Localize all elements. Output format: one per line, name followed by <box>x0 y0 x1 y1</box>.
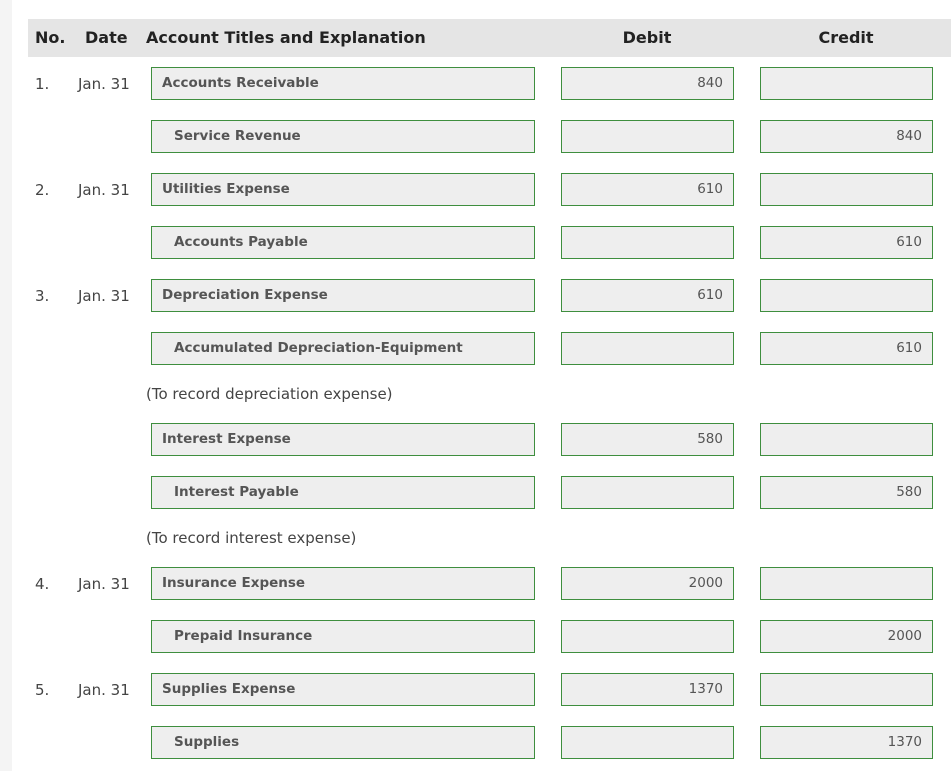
account-title-field[interactable]: Supplies Expense <box>151 673 535 706</box>
debit-field[interactable]: 1370 <box>561 673 734 706</box>
credit-field[interactable] <box>760 423 933 456</box>
debit-field[interactable]: 580 <box>561 423 734 456</box>
entry-number: 4. <box>35 575 50 593</box>
explanation-note: (To record interest expense) <box>146 529 357 547</box>
account-title-field[interactable]: Interest Expense <box>151 423 535 456</box>
account-title-field[interactable]: Accounts Payable <box>151 226 535 259</box>
account-title-field[interactable]: Utilities Expense <box>151 173 535 206</box>
explanation-note: (To record depreciation expense) <box>146 385 393 403</box>
account-title-field[interactable]: Accumulated Depreciation-Equipment <box>151 332 535 365</box>
table-header <box>28 19 951 57</box>
credit-field[interactable]: 1370 <box>760 726 933 759</box>
debit-field[interactable]: 610 <box>561 279 734 312</box>
credit-field[interactable] <box>760 173 933 206</box>
header-no: No. <box>35 28 66 47</box>
debit-field[interactable]: 2000 <box>561 567 734 600</box>
account-title-field[interactable]: Service Revenue <box>151 120 535 153</box>
header-account: Account Titles and Explanation <box>146 28 426 47</box>
debit-field[interactable] <box>561 726 734 759</box>
entry-number: 5. <box>35 681 50 699</box>
credit-field[interactable]: 840 <box>760 120 933 153</box>
credit-field[interactable] <box>760 67 933 100</box>
debit-field[interactable] <box>561 476 734 509</box>
account-title-field[interactable]: Interest Payable <box>151 476 535 509</box>
debit-field[interactable]: 610 <box>561 173 734 206</box>
debit-field[interactable]: 840 <box>561 67 734 100</box>
account-title-field[interactable]: Prepaid Insurance <box>151 620 535 653</box>
entry-number: 1. <box>35 75 50 93</box>
account-title-field[interactable]: Insurance Expense <box>151 567 535 600</box>
account-title-field[interactable]: Accounts Receivable <box>151 67 535 100</box>
debit-field[interactable] <box>561 332 734 365</box>
debit-field[interactable] <box>561 120 734 153</box>
header-date: Date <box>85 28 128 47</box>
credit-field[interactable] <box>760 673 933 706</box>
credit-field[interactable] <box>760 279 933 312</box>
entry-date: Jan. 31 <box>78 287 130 305</box>
credit-field[interactable]: 610 <box>760 332 933 365</box>
credit-field[interactable]: 580 <box>760 476 933 509</box>
credit-field[interactable]: 2000 <box>760 620 933 653</box>
entry-date: Jan. 31 <box>78 681 130 699</box>
entry-number: 2. <box>35 181 50 199</box>
debit-field[interactable] <box>561 620 734 653</box>
header-debit: Debit <box>622 28 672 47</box>
credit-field[interactable] <box>760 567 933 600</box>
header-credit: Credit <box>818 28 874 47</box>
entry-date: Jan. 31 <box>78 75 130 93</box>
debit-field[interactable] <box>561 226 734 259</box>
entry-number: 3. <box>35 287 50 305</box>
entry-date: Jan. 31 <box>78 181 130 199</box>
account-title-field[interactable]: Depreciation Expense <box>151 279 535 312</box>
entry-date: Jan. 31 <box>78 575 130 593</box>
credit-field[interactable]: 610 <box>760 226 933 259</box>
account-title-field[interactable]: Supplies <box>151 726 535 759</box>
